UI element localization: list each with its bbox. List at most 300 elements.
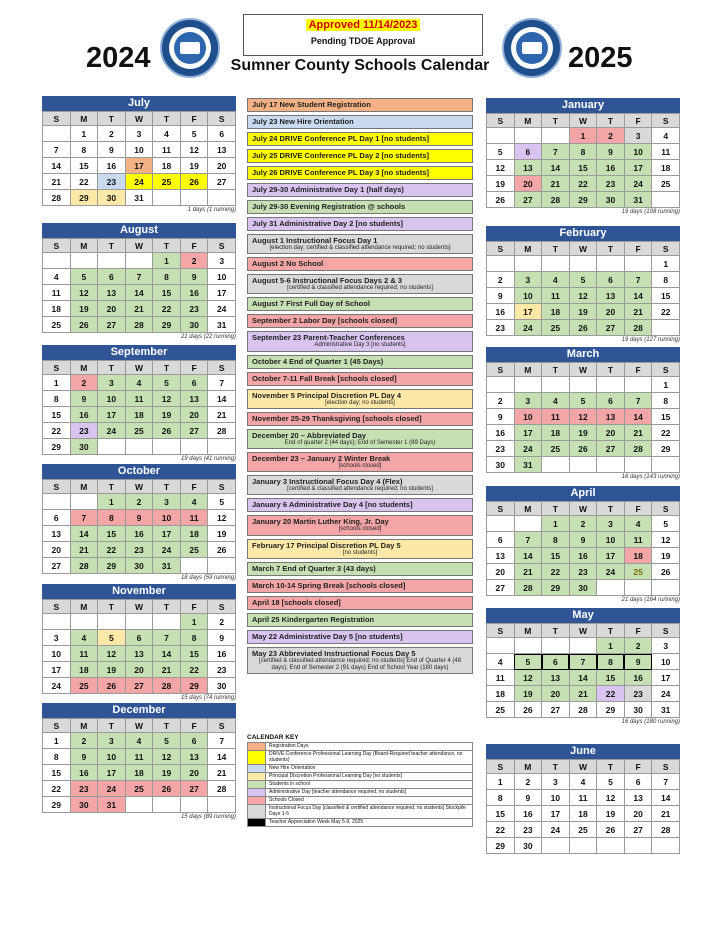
- weekday-label: T: [153, 600, 181, 614]
- calendar-day: 12: [208, 510, 236, 526]
- weekday-label: M: [514, 363, 542, 377]
- calendar-day: 15: [652, 409, 680, 425]
- calendar-day: [652, 580, 680, 596]
- calendar-day: 17: [624, 160, 652, 176]
- event-item: [247, 613, 473, 627]
- event-item: [247, 314, 473, 328]
- event-item: [247, 234, 473, 254]
- calendar-day: 11: [542, 288, 570, 304]
- calendar-day: 4: [180, 494, 208, 510]
- calendar-day: 2: [487, 393, 515, 409]
- month-calendar-october: [42, 464, 236, 581]
- calendar-day: 30: [597, 192, 625, 208]
- calendar-day: [43, 126, 71, 142]
- calendar-day: 16: [597, 160, 625, 176]
- key-row: [247, 781, 473, 789]
- calendar-day: 22: [70, 174, 98, 190]
- calendar-day: 6: [98, 269, 126, 285]
- weekday-label: T: [542, 502, 570, 516]
- calendar-day: [624, 457, 652, 473]
- weekday-label: T: [542, 114, 570, 128]
- event-item: [247, 297, 473, 311]
- event-item: [247, 475, 473, 495]
- key-row: [247, 773, 473, 781]
- calendar-day: 31: [652, 702, 680, 718]
- calendar-day: [180, 190, 208, 206]
- event-detail: [schools closed]: [338, 462, 382, 469]
- calendar-day: 19: [70, 301, 98, 317]
- month-calendar-august: [42, 223, 236, 340]
- calendar-day: [514, 256, 542, 272]
- event-item: [247, 539, 473, 559]
- calendar-day: 23: [208, 662, 236, 678]
- calendar-day: 3: [514, 393, 542, 409]
- calendar-day: 9: [487, 288, 515, 304]
- weekday-label: F: [180, 600, 208, 614]
- calendar-day: 29: [43, 797, 71, 813]
- calendar-day: 1: [43, 733, 71, 749]
- calendar-day: 1: [98, 494, 126, 510]
- calendar-day: 30: [624, 702, 652, 718]
- month-calendar-july: [42, 96, 236, 213]
- calendar-day: 31: [208, 317, 236, 333]
- weekday-label: T: [98, 361, 126, 375]
- calendar-day: 21: [542, 176, 570, 192]
- calendar-day: 5: [569, 393, 597, 409]
- calendar-day: 31: [624, 192, 652, 208]
- calendar-day: 2: [180, 253, 208, 269]
- calendar-day: 15: [70, 158, 98, 174]
- calendar-day: 25: [153, 174, 181, 190]
- calendar-day: 9: [125, 510, 153, 526]
- calendar-day: [125, 253, 153, 269]
- calendar-day: 14: [125, 285, 153, 301]
- calendar-day: 17: [153, 526, 181, 542]
- event-item: [247, 515, 473, 535]
- event-title: July 17 New Student Registration: [252, 100, 371, 109]
- calendar-day: 21: [569, 686, 597, 702]
- calendar-key: [247, 734, 473, 827]
- weekday-label: S: [208, 361, 236, 375]
- calendar-day: 11: [70, 646, 98, 662]
- weekday-label: S: [487, 624, 515, 638]
- month-calendar-december: [42, 703, 236, 820]
- weekday-label: S: [487, 242, 515, 256]
- weekday-label: T: [153, 239, 181, 253]
- calendar-day: 5: [153, 733, 181, 749]
- calendar-day: [514, 377, 542, 393]
- calendar-day: [180, 439, 208, 455]
- calendar-day: [652, 192, 680, 208]
- calendar-day: 2: [70, 375, 98, 391]
- calendar-day: 28: [43, 190, 71, 206]
- calendar-day: 17: [208, 285, 236, 301]
- weekday-label: S: [43, 112, 71, 126]
- calendar-day: 16: [125, 526, 153, 542]
- month-calendar-june: [486, 744, 680, 855]
- event-title: December 20 – Abbreviated Day: [252, 430, 366, 440]
- event-title: July 29-30 Evening Registration @ schools: [252, 202, 406, 211]
- calendar-day: 13: [542, 670, 570, 686]
- calendar-day: 17: [125, 158, 153, 174]
- calendar-day: 28: [70, 558, 98, 574]
- calendar-day: 3: [153, 494, 181, 510]
- calendar-day: 7: [624, 272, 652, 288]
- calendar-day: 17: [652, 670, 680, 686]
- month-calendar-february: [486, 226, 680, 343]
- calendar-day: 29: [43, 439, 71, 455]
- calendar-day: [153, 439, 181, 455]
- event-item: [247, 149, 473, 163]
- calendar-day: [542, 638, 570, 654]
- calendar-day: 23: [70, 781, 98, 797]
- calendar-day: 12: [180, 142, 208, 158]
- district-seal-left-icon: [160, 18, 220, 78]
- calendar-day: 14: [569, 670, 597, 686]
- calendar-day: 12: [597, 790, 625, 806]
- calendar-day: 19: [597, 806, 625, 822]
- calendar-day: 10: [98, 749, 126, 765]
- calendar-day: 15: [487, 806, 515, 822]
- weekday-label: S: [43, 239, 71, 253]
- calendar-day: 3: [514, 272, 542, 288]
- calendar-day: 25: [652, 176, 680, 192]
- calendar-day: 14: [624, 288, 652, 304]
- calendar-day: 3: [624, 128, 652, 144]
- event-item: [247, 274, 473, 294]
- calendar-day: 6: [125, 630, 153, 646]
- calendar-day: 13: [624, 790, 652, 806]
- calendar-day: 21: [208, 407, 236, 423]
- calendar-day: 18: [153, 158, 181, 174]
- calendar-day: 20: [542, 686, 570, 702]
- weekday-label: T: [98, 112, 126, 126]
- event-title: December 23 – January 2 Winter Break: [252, 453, 391, 463]
- calendar-day: 27: [624, 822, 652, 838]
- calendar-day: 5: [208, 494, 236, 510]
- calendar-day: 8: [652, 393, 680, 409]
- calendar-day: 11: [125, 749, 153, 765]
- event-title: July 29-30 Administrative Day 1 (half days): [252, 185, 404, 194]
- event-item: [247, 355, 473, 369]
- key-row: [247, 751, 473, 765]
- weekday-label: T: [153, 112, 181, 126]
- event-title: July 24 DRIVE Conference PL Day 1 [no students]: [252, 134, 429, 143]
- calendar-day: 14: [514, 548, 542, 564]
- weekday-label: F: [624, 242, 652, 256]
- event-title: January 6 Administrative Day 4 [no students]: [252, 500, 413, 510]
- calendar-day: [153, 797, 181, 813]
- calendar-day: 7: [153, 630, 181, 646]
- calendar-day: 25: [542, 441, 570, 457]
- event-item: [247, 452, 473, 472]
- key-swatch: [248, 805, 266, 818]
- calendar-day: 11: [180, 510, 208, 526]
- event-detail: Administrative Day 3 [no students]: [314, 342, 406, 349]
- event-item: [247, 647, 473, 674]
- key-label: Administrative Day [teacher attendance required, no students]: [269, 788, 407, 795]
- weekday-label: T: [542, 242, 570, 256]
- key-row: [247, 765, 473, 773]
- weekday-label: T: [542, 624, 570, 638]
- calendar-day: 8: [153, 269, 181, 285]
- weekday-label: F: [180, 239, 208, 253]
- calendar-day: [597, 580, 625, 596]
- event-title: July 26 DRIVE Conference PL Day 3 [no students]: [252, 168, 429, 177]
- calendar-day: 23: [180, 301, 208, 317]
- calendar-day: 10: [125, 142, 153, 158]
- calendar-day: 17: [514, 304, 542, 320]
- calendar-day: 9: [98, 142, 126, 158]
- calendar-day: 10: [542, 790, 570, 806]
- calendar-day: 25: [542, 320, 570, 336]
- calendar-day: 4: [125, 733, 153, 749]
- calendar-day: 3: [43, 630, 71, 646]
- calendar-day: 6: [43, 510, 71, 526]
- calendar-day: [98, 439, 126, 455]
- calendar-day: 23: [569, 564, 597, 580]
- calendar-day: 7: [569, 654, 597, 670]
- calendar-day: 21: [514, 564, 542, 580]
- calendar-day: 11: [542, 409, 570, 425]
- approval-box: [243, 14, 483, 56]
- calendar-day: 19: [208, 526, 236, 542]
- day-count-note: 16 days (180 running): [621, 719, 680, 725]
- calendar-day: 20: [180, 765, 208, 781]
- calendar-day: 8: [542, 532, 570, 548]
- calendar-day: 13: [98, 285, 126, 301]
- calendar-day: 26: [652, 564, 680, 580]
- calendar-day: 4: [569, 774, 597, 790]
- weekday-label: T: [597, 502, 625, 516]
- weekday-label: S: [652, 760, 680, 774]
- calendar-day: 5: [153, 375, 181, 391]
- key-label: Instructional Focus Day [classified & certified attendance required, no students] Stockpile Days 1-5: [269, 804, 466, 817]
- calendar-day: 29: [180, 678, 208, 694]
- calendar-day: 10: [43, 646, 71, 662]
- event-title: September 23 Parent-Teacher Conferences: [252, 333, 405, 343]
- calendar-day: 5: [569, 272, 597, 288]
- calendar-day: 10: [597, 532, 625, 548]
- weekday-label: S: [208, 239, 236, 253]
- calendar-day: 21: [70, 542, 98, 558]
- calendar-day: 6: [542, 654, 570, 670]
- calendar-day: 9: [487, 409, 515, 425]
- calendar-day: [652, 838, 680, 854]
- key-swatch: [248, 797, 266, 804]
- calendar-day: 14: [70, 526, 98, 542]
- event-title: March 10-14 Spring Break [schools closed]: [252, 580, 406, 590]
- calendar-day: 24: [98, 781, 126, 797]
- calendar-day: 9: [180, 269, 208, 285]
- calendar-day: [652, 320, 680, 336]
- calendar-day: 21: [652, 806, 680, 822]
- calendar-day: 2: [98, 126, 126, 142]
- key-label: Teacher Appreciation Week May 5-9, 2025: [269, 818, 364, 825]
- calendar-day: 8: [652, 272, 680, 288]
- weekday-label: T: [98, 239, 126, 253]
- calendar-day: [624, 838, 652, 854]
- calendar-day: 27: [43, 558, 71, 574]
- weekday-label: M: [70, 719, 98, 733]
- calendar-day: 6: [180, 375, 208, 391]
- calendar-day: 7: [125, 269, 153, 285]
- calendar-day: 25: [624, 564, 652, 580]
- calendar-day: 18: [70, 662, 98, 678]
- calendar-day: 22: [153, 301, 181, 317]
- calendar-day: 7: [43, 142, 71, 158]
- calendar-day: 23: [624, 686, 652, 702]
- calendar-day: [514, 128, 542, 144]
- event-item: [247, 389, 473, 409]
- weekday-label: T: [153, 480, 181, 494]
- event-title: March 7 End of Quarter 3 (43 days): [252, 563, 376, 573]
- calendar-day: 7: [70, 510, 98, 526]
- key-label: New Hire Orientation: [269, 764, 316, 771]
- key-row: [247, 742, 473, 751]
- month-title: December: [42, 703, 236, 718]
- calendar-day: 19: [569, 304, 597, 320]
- calendar-day: 12: [569, 288, 597, 304]
- calendar-day: 16: [487, 304, 515, 320]
- calendar-day: 23: [70, 423, 98, 439]
- weekday-label: W: [125, 112, 153, 126]
- weekday-label: M: [70, 112, 98, 126]
- calendar-day: [597, 256, 625, 272]
- calendar-day: 12: [70, 285, 98, 301]
- calendar-day: [542, 128, 570, 144]
- event-detail: [certified & classified attendance required; no students] End of Quarter 4 (48 days); End of Semester 2 (91 days) End of School Year (180 days): [258, 657, 462, 671]
- calendar-day: 17: [43, 662, 71, 678]
- calendar-day: 26: [514, 702, 542, 718]
- calendar-day: 8: [98, 510, 126, 526]
- calendar-day: 1: [652, 377, 680, 393]
- calendar-day: 11: [652, 144, 680, 160]
- calendar-day: 5: [70, 269, 98, 285]
- weekday-label: F: [180, 361, 208, 375]
- weekday-label: W: [125, 361, 153, 375]
- calendar-day: [569, 838, 597, 854]
- calendar-day: [70, 253, 98, 269]
- event-item: [247, 98, 473, 112]
- calendar-day: 31: [98, 797, 126, 813]
- calendar-day: 24: [514, 320, 542, 336]
- calendar-day: 8: [43, 749, 71, 765]
- day-count-note: 19 days (127 running): [621, 337, 680, 343]
- calendar-day: 15: [597, 670, 625, 686]
- weekday-label: S: [652, 624, 680, 638]
- calendar-day: 13: [125, 646, 153, 662]
- calendar-day: 14: [153, 646, 181, 662]
- key-swatch: [248, 765, 266, 772]
- calendar-day: 27: [208, 174, 236, 190]
- calendar-day: [208, 439, 236, 455]
- weekday-label: W: [569, 624, 597, 638]
- weekday-label: T: [597, 363, 625, 377]
- event-detail: [no students]: [342, 549, 378, 556]
- day-count-note: 15 days (89 running): [180, 814, 236, 820]
- calendar-day: [624, 256, 652, 272]
- calendar-day: 8: [43, 391, 71, 407]
- month-title: April: [486, 486, 680, 501]
- calendar-day: 27: [487, 580, 515, 596]
- calendar-day: [125, 614, 153, 630]
- weekday-label: M: [514, 760, 542, 774]
- calendar-day: [597, 377, 625, 393]
- calendar-day: [597, 838, 625, 854]
- calendar-day: 2: [125, 494, 153, 510]
- calendar-day: 13: [487, 548, 515, 564]
- calendar-day: 6: [180, 733, 208, 749]
- calendar-day: 22: [43, 423, 71, 439]
- month-title: October: [42, 464, 236, 479]
- year-left: 2024: [86, 42, 151, 74]
- day-count-note: 21 days (164 running): [621, 597, 680, 603]
- calendar-day: 2: [487, 272, 515, 288]
- weekday-label: S: [652, 114, 680, 128]
- weekday-label: W: [569, 760, 597, 774]
- key-label: Schools Closed: [269, 796, 304, 803]
- month-calendar-may: [486, 608, 680, 725]
- calendar-day: 30: [125, 558, 153, 574]
- calendar-day: 28: [208, 423, 236, 439]
- weekday-label: M: [70, 480, 98, 494]
- weekday-label: S: [43, 600, 71, 614]
- calendar-day: 8: [487, 790, 515, 806]
- calendar-day: 15: [569, 160, 597, 176]
- calendar-day: 1: [487, 774, 515, 790]
- calendar-day: 18: [125, 407, 153, 423]
- calendar-day: 15: [43, 765, 71, 781]
- day-count-note: 21 days (22 running): [180, 334, 236, 340]
- calendar-day: 2: [514, 774, 542, 790]
- calendar-day: [98, 614, 126, 630]
- weekday-label: T: [98, 600, 126, 614]
- weekday-label: S: [487, 760, 515, 774]
- calendar-day: 2: [70, 733, 98, 749]
- weekday-label: W: [125, 480, 153, 494]
- calendar-day: 30: [180, 317, 208, 333]
- calendar-day: 24: [98, 423, 126, 439]
- calendar-day: 29: [153, 317, 181, 333]
- calendar-day: 27: [98, 317, 126, 333]
- calendar-day: [569, 377, 597, 393]
- calendar-day: 18: [542, 425, 570, 441]
- calendar-day: 31: [125, 190, 153, 206]
- calendar-day: 16: [487, 425, 515, 441]
- calendar-day: 29: [70, 190, 98, 206]
- calendar-day: [542, 838, 570, 854]
- calendar-day: 28: [652, 822, 680, 838]
- weekday-label: T: [597, 760, 625, 774]
- calendar-day: 6: [514, 144, 542, 160]
- calendar-day: 1: [569, 128, 597, 144]
- event-item: [247, 257, 473, 271]
- calendar-day: [624, 580, 652, 596]
- calendar-day: 26: [70, 317, 98, 333]
- calendar-day: 13: [180, 749, 208, 765]
- calendar-day: 22: [542, 564, 570, 580]
- weekday-label: S: [487, 502, 515, 516]
- calendar-day: 6: [624, 774, 652, 790]
- calendar-day: 23: [487, 320, 515, 336]
- calendar-day: [487, 128, 515, 144]
- calendar-day: 12: [153, 391, 181, 407]
- calendar-day: 3: [652, 638, 680, 654]
- calendar-day: 21: [208, 765, 236, 781]
- event-title: November 5 Principal Discretion PL Day 4: [252, 390, 402, 400]
- calendar-day: 10: [652, 654, 680, 670]
